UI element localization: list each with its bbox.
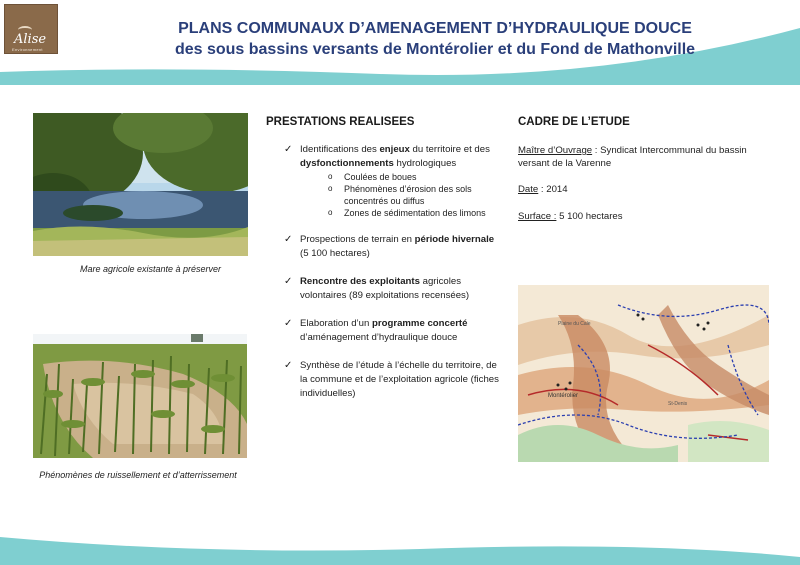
page-title: PLANS COMMUNAUX D’AMENAGEMENT D’HYDRAULIQUE DOUCE — [178, 20, 692, 37]
service-item-issues: ✓ Identifications des enjeux du territoire et des dysfonctionnements hydrologiques o Coulées de boues o Phénomènes d’érosion des sols concentrés ou diffus o Zones de sédimentation des limons — [284, 143, 499, 219]
study-heading: CADRE DE L’ETUDE — [518, 116, 630, 128]
list-item: o Phénomènes d’érosion des sols concentrés ou diffus — [328, 184, 472, 206]
map-town-label: Montérolier — [548, 393, 579, 399]
checkmark-icon: ✓ — [284, 360, 293, 371]
study-details — [518, 145, 768, 237]
checkmark-icon: ✓ — [284, 144, 293, 155]
service-item-meeting: ✓ Rencontre des exploitants agricoles volontaires (89 exploitations recensées) — [284, 276, 470, 301]
company-logo — [4, 4, 58, 54]
list-item: o Zones de sédimentation des limons — [328, 208, 486, 218]
pond-photo-caption: Mare agricole existante à préserver — [79, 264, 222, 274]
service-item-program: ✓ Elaboration d’un programme concerté d’aménagement d’hydraulique douce — [284, 318, 468, 343]
footer-wave — [0, 525, 800, 565]
map-place-label: Plaine du Cale — [558, 321, 591, 327]
date-line: Date : 2014 — [518, 184, 568, 195]
study-area-map — [518, 285, 769, 462]
circle-bullet-icon: o — [328, 184, 333, 193]
circle-bullet-icon: o — [328, 208, 333, 217]
logo-subtext: Environnement — [12, 47, 43, 52]
service-item-prospection: ✓ Prospections de terrain en période hivernale (5 100 hectares) — [284, 234, 495, 259]
surface-line: Surface : 5 100 hectares — [518, 210, 623, 222]
issues-sublist — [300, 171, 499, 219]
service-item-synthesis: ✓ Synthèse de l’étude à l’échelle du territoire, de la commune et de l’exploitation agricole (fiches individuelles) — [284, 360, 499, 399]
owner-line: Maître d’Ouvrage : Syndicat Intercommunal du bassin versant de la Varenne — [518, 145, 747, 169]
page-subtitle: des sous bassins versants de Montérolier et du Fond de Mathonville — [174, 41, 696, 58]
services-list — [284, 143, 499, 415]
circle-bullet-icon: o — [328, 172, 333, 181]
checkmark-icon: ✓ — [284, 318, 293, 329]
services-heading: PRESTATIONS REALISEES — [266, 116, 415, 128]
header-banner — [0, 0, 800, 85]
pond-photo — [33, 113, 248, 256]
checkmark-icon: ✓ — [284, 276, 293, 287]
field-photo-caption: Phénomènes de ruissellement et d’atterrissement — [39, 470, 237, 480]
checkmark-icon: ✓ — [284, 234, 293, 245]
logo-text: Alise — [14, 32, 47, 47]
field-photo — [33, 334, 247, 458]
list-item: o Coulées de boues — [328, 172, 417, 182]
footer-banner — [0, 525, 800, 565]
map-place-label: St-Denis — [668, 401, 688, 407]
